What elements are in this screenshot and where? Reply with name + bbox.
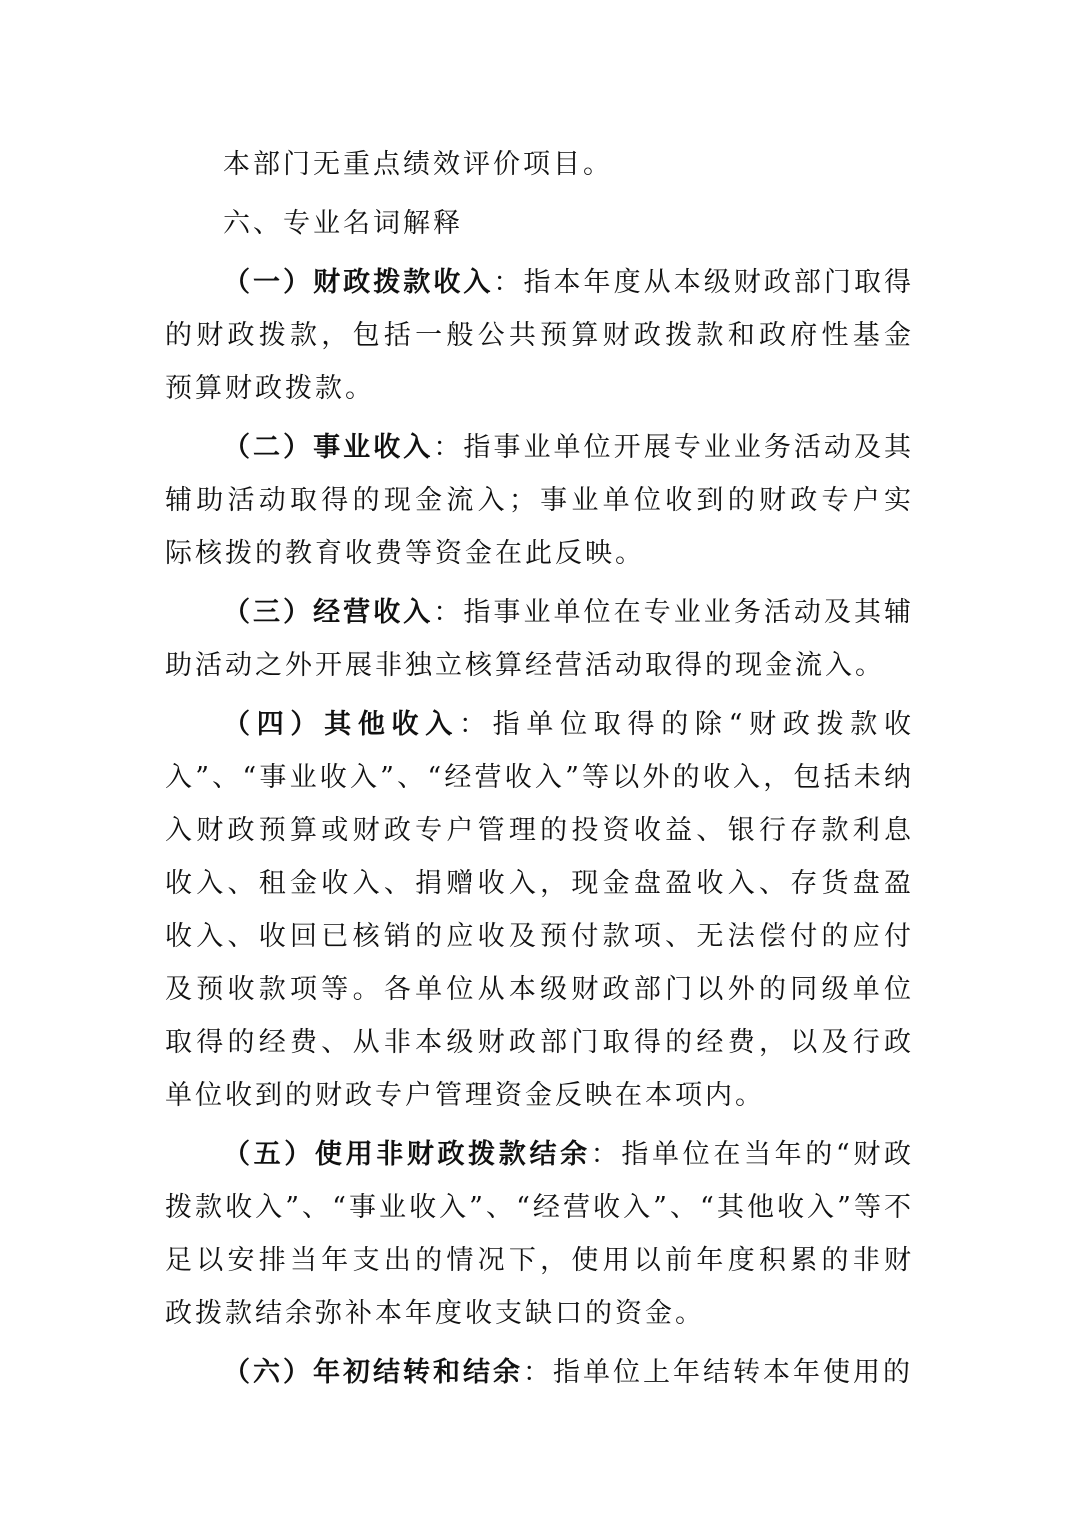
definition-body-3: ：指事业单位在专业业务活动及其辅助活动之外开展非独立核算经营活动取得的现金流入。 <box>165 597 915 681</box>
definition-paragraph-3 <box>165 586 914 692</box>
definition-term-1: （一）财政拨款收入 <box>223 267 494 298</box>
definition-body-4: ：指单位取得的除“财政拨款收入”、“事业收入”、“经营收入”等以外的收入，包括未纳入财政预算或财政专户管理的投资收益、银行存款利息收入、租金收入、捐赠收入，现金盘盈收入、存货盘盈收入、收回已核销的应收及预付款项、无法偿付的应付及预收款项等。各单位从本级财政部门以外的同级单位取得的经费、从非本级财政部门取得的经费，以及行政单位收到的财政专户管理资金反映在本项内。 <box>165 709 914 1111</box>
definition-term-5: （五）使用非财政拨款结余 <box>223 1139 591 1170</box>
definition-term-3: （三）经营收入 <box>223 597 434 628</box>
intro-paragraph: 本部门无重点绩效评价项目。 <box>223 149 613 180</box>
definition-paragraph-6 <box>165 1346 914 1399</box>
definition-paragraph-4 <box>165 698 914 1122</box>
definition-body-5: ：指单位在当年的“财政拨款收入”、“事业收入”、“经营收入”、“其他收入”等不足以安排当年支出的情况下，使用以前年度积累的非财政拨款结余弥补本年度收支缺口的资金。 <box>165 1139 915 1329</box>
definition-term-2: （二）事业收入 <box>223 432 434 463</box>
definition-body-6: ：指单位上年结转本年使用的 <box>523 1357 913 1388</box>
definition-paragraph-2 <box>165 421 914 580</box>
section-heading: 六、专业名词解释 <box>223 208 463 239</box>
definition-term-4: （四）其他收入 <box>223 709 459 740</box>
definition-body-2: ：指事业单位开展专业业务活动及其辅助活动取得的现金流入；事业单位收到的财政专户实际核拨的教育收费等资金在此反映。 <box>165 432 915 569</box>
definition-term-6: （六）年初结转和结余 <box>223 1357 523 1388</box>
definition-paragraph-5 <box>165 1128 914 1340</box>
definition-paragraph-1 <box>165 256 914 415</box>
definition-body-1: ：指本年度从本级财政部门取得的财政拨款，包括一般公共预算财政拨款和政府性基金预算财政拨款。 <box>165 267 915 404</box>
